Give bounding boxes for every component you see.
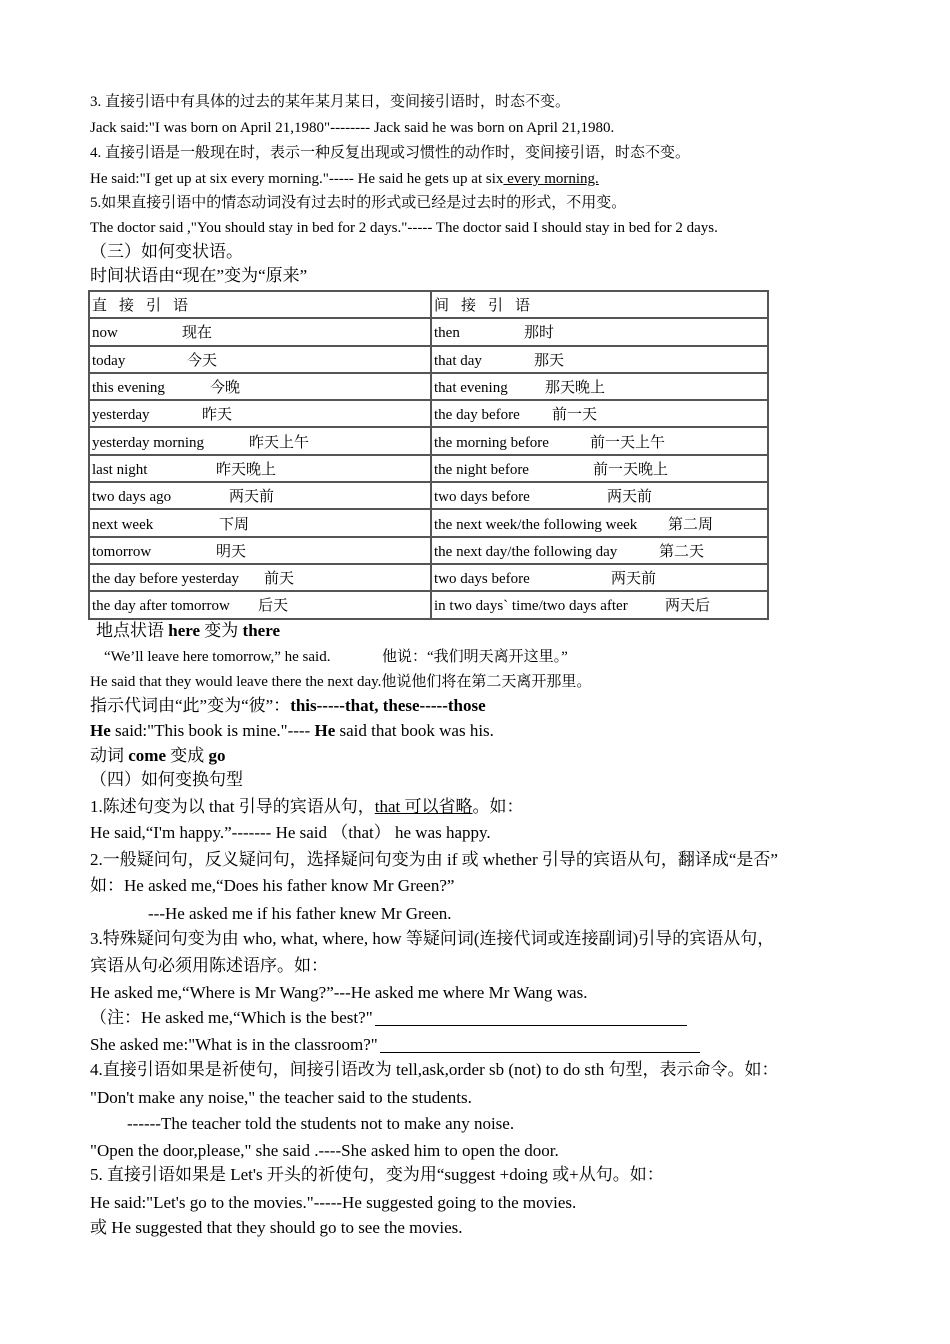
rule-4-3-example: He asked me,“Where is Mr Wang?”---He asked me where Mr Wang was. xyxy=(90,983,588,1002)
rule-4-example xyxy=(90,172,599,187)
rule-4-2-example-2: ---He asked me if his father knew Mr Green. xyxy=(148,904,452,923)
place-adverbial-rule: 地点状语 here 变为 there xyxy=(96,621,280,640)
rule-4-example-underlined: every morning. xyxy=(503,171,599,187)
time-adverbial-table xyxy=(88,290,769,620)
rule-4-2: 2.一般疑问句，反义疑问句，选择疑问句变为由 if 或 whether 引导的宾语从句，翻译成“是否” xyxy=(90,850,778,869)
section-3-heading: （三）如何变状语。 xyxy=(90,242,243,261)
section-4-heading: （四）如何变换句型 xyxy=(90,770,243,789)
table-row: today 今天 that day 那天 xyxy=(89,346,768,373)
table-row: yesterday morning 昨天上午 the morning before 前一天上午 xyxy=(89,427,768,454)
rule-4-4-example-2: ------The teacher told the students not to make any noise. xyxy=(127,1114,515,1133)
header-indirect-speech: 间 接 引 语 xyxy=(431,291,768,318)
rule-4-2-example-1: 如：He asked me,“Does his father know Mr Green?” xyxy=(90,876,455,895)
place-example-2: He said that they would leave there the next day.他说他们将在第二天离开那里。 xyxy=(90,674,592,690)
note-question-1: （注：He asked me,“Which is the best?" xyxy=(90,1009,687,1026)
demonstrative-example: He said:"This book is mine."---- He said that book was his. xyxy=(90,721,494,740)
place-example-1: “We’ll leave here tomorrow,” he said. 他说：“我们明天离开这里。” xyxy=(104,649,568,665)
table-row: this evening 今晚 that evening 那天晚上 xyxy=(89,373,768,400)
table-row: the day after tomorrow 后天 in two days` time/two days after 两天后 xyxy=(89,591,768,618)
table-row: last night 昨天晚上 the night before 前一天晚上 xyxy=(89,455,768,482)
demonstrative-rule: 指示代词由“此”变为“彼”：this-----that, these-----those xyxy=(90,696,486,715)
note-question-2: She asked me:"What is in the classroom?" xyxy=(90,1036,700,1053)
rule-4-4-example-3: "Open the door,please," she said .----She asked him to open the door. xyxy=(90,1141,559,1160)
table-row: next week 下周 the next week/the following week 第二周 xyxy=(89,509,768,536)
table-row: tomorrow 明天 the next day/the following day 第二天 xyxy=(89,537,768,564)
rule-4-example-main: He said:"I get up at six every morning."----- He said he gets up at six xyxy=(90,171,504,187)
answer-blank-1[interactable] xyxy=(375,1009,687,1026)
rule-4-4-example-1: "Don't make any noise," the teacher said to the students. xyxy=(90,1088,472,1107)
verb-rule: 动词 come 变成 go xyxy=(90,746,226,765)
rule-5-example: The doctor said ,"You should stay in bed for 2 days."----- The doctor said I should stay in bed for 2 days. xyxy=(90,220,718,236)
rule-3-text: 3. 直接引语中有具体的过去的某年某月某日，变间接引语时，时态不变。 xyxy=(90,94,571,110)
time-adverbial-title: 时间状语由“现在”变为“原来” xyxy=(90,266,308,285)
table-row: two days ago 两天前 two days before 两天前 xyxy=(89,482,768,509)
rule-4-1-example: He said,“I'm happy.”------- He said （that） he was happy. xyxy=(90,823,491,842)
table-header-row xyxy=(89,291,768,318)
rule-4-3-line-1: 3.特殊疑问句变为由 who, what, where, how 等疑问词(连接代词或连接副词)引导的宾语从句， xyxy=(90,929,775,948)
rule-3-example: Jack said:"I was born on April 21,1980"-------- Jack said he was born on April 21,1980. xyxy=(90,120,615,136)
rule-5-text: 5.如果直接引语中的情态动词没有过去时的形式或已经是过去时的形式，不用变。 xyxy=(90,195,627,211)
rule-4-text: 4. 直接引语是一般现在时，表示一种反复出现或习惯性的动作时，变间接引语，时态不变。 xyxy=(90,145,691,161)
rule-4-5-example-1: He said:"Let's go to the movies."-----He suggested going to the movies. xyxy=(90,1193,577,1212)
header-direct-speech: 直 接 引 语 xyxy=(89,291,431,318)
rule-4-3-line-2: 宾语从句必须用陈述语序。如： xyxy=(90,956,328,975)
table-row: now 现在 then 那时 xyxy=(89,318,768,345)
table-row: yesterday 昨天 the day before 前一天 xyxy=(89,400,768,427)
answer-blank-2[interactable] xyxy=(380,1036,700,1053)
rule-4-1: 1.陈述句变为以 that 引导的宾语从句，that 可以省略。如： xyxy=(90,797,524,816)
table-row: the day before yesterday 前天 two days before 两天前 xyxy=(89,564,768,591)
rule-4-4: 4.直接引语如果是祈使句，间接引语改为 tell,ask,order sb (not) to do sth 句型，表示命令。如： xyxy=(90,1060,779,1079)
rule-4-5-example-2: 或 He suggested that they should go to see the movies. xyxy=(90,1218,463,1237)
rule-4-5: 5. 直接引语如果是 Let's 开头的祈使句，变为用“suggest +doing 或+从句。如： xyxy=(90,1165,664,1184)
